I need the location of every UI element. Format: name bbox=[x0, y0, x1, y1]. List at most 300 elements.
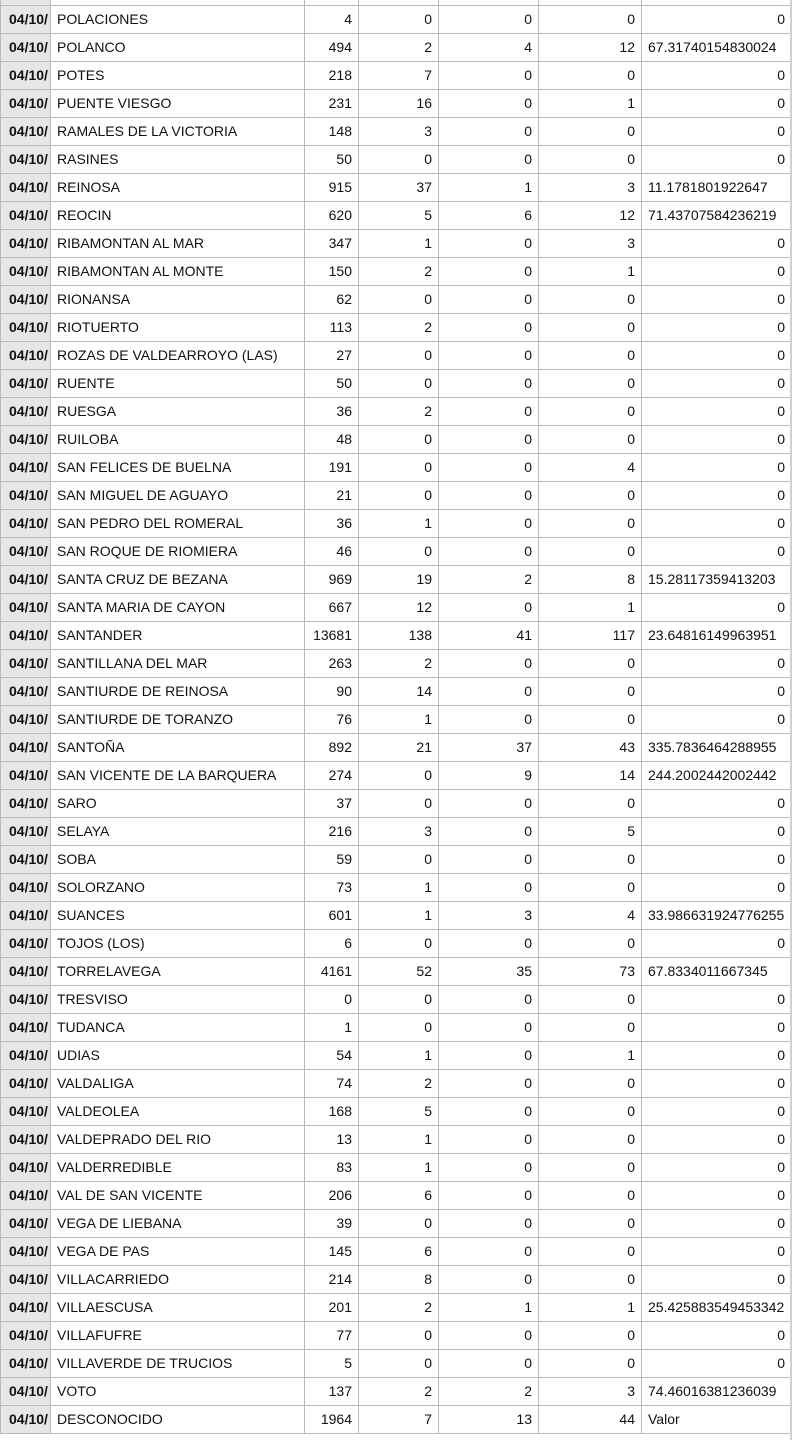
rate-cell[interactable]: 0 bbox=[642, 1098, 792, 1126]
count-cell-3[interactable]: 0 bbox=[439, 1210, 539, 1238]
count-cell-2[interactable]: 52 bbox=[359, 958, 439, 986]
count-cell-1[interactable]: 83 bbox=[305, 1154, 359, 1182]
date-cell[interactable]: 04/10/ bbox=[1, 930, 51, 958]
count-cell-1[interactable]: 148 bbox=[305, 118, 359, 146]
count-cell-2[interactable]: 5 bbox=[359, 202, 439, 230]
count-cell-4[interactable]: 0 bbox=[539, 1210, 642, 1238]
count-cell-3[interactable]: 0 bbox=[439, 1042, 539, 1070]
date-cell[interactable]: 04/10/ bbox=[1, 1154, 51, 1182]
municipality-cell[interactable]: TORRELAVEGA bbox=[51, 958, 305, 986]
count-cell-1[interactable]: 62 bbox=[305, 286, 359, 314]
date-cell[interactable]: 04/10/ bbox=[1, 1098, 51, 1126]
municipality-cell[interactable]: SUANCES bbox=[51, 902, 305, 930]
count-cell-2[interactable]: 0 bbox=[359, 146, 439, 174]
municipality-cell[interactable]: DESCONOCIDO bbox=[51, 1406, 305, 1434]
municipality-cell[interactable]: RUENTE bbox=[51, 370, 305, 398]
municipality-cell[interactable]: VOTO bbox=[51, 1378, 305, 1406]
count-cell-1[interactable]: 145 bbox=[305, 1238, 359, 1266]
count-cell-4[interactable]: 0 bbox=[539, 286, 642, 314]
municipality-cell[interactable]: SANTIURDE DE REINOSA bbox=[51, 678, 305, 706]
rate-cell[interactable]: 0 bbox=[642, 510, 792, 538]
count-cell-2[interactable]: 2 bbox=[359, 398, 439, 426]
count-cell-1[interactable]: 1 bbox=[305, 1014, 359, 1042]
rate-cell[interactable]: 15.28117359413203 bbox=[642, 566, 792, 594]
rate-cell[interactable]: 335.7836464288955 bbox=[642, 734, 792, 762]
count-cell-4[interactable]: 8 bbox=[539, 566, 642, 594]
date-cell[interactable]: 04/10/ bbox=[1, 1042, 51, 1070]
count-cell-2[interactable]: 12 bbox=[359, 594, 439, 622]
count-cell-3[interactable]: 0 bbox=[439, 62, 539, 90]
count-cell-4[interactable]: 0 bbox=[539, 1126, 642, 1154]
municipality-cell[interactable]: VILLAESCUSA bbox=[51, 1294, 305, 1322]
municipality-cell[interactable]: POLACIONES bbox=[51, 6, 305, 34]
rate-cell[interactable]: 0 bbox=[642, 370, 792, 398]
date-cell[interactable]: 04/10/ bbox=[1, 118, 51, 146]
count-cell-2[interactable]: 0 bbox=[359, 482, 439, 510]
rate-cell[interactable]: 11.1781801922647 bbox=[642, 174, 792, 202]
municipality-cell[interactable]: SANTANDER bbox=[51, 622, 305, 650]
count-cell-4[interactable]: 0 bbox=[539, 1098, 642, 1126]
date-cell[interactable]: 04/10/ bbox=[1, 762, 51, 790]
count-cell-4[interactable]: 43 bbox=[539, 734, 642, 762]
count-cell-3[interactable]: 3 bbox=[439, 902, 539, 930]
rate-cell[interactable]: 33.986631924776255 bbox=[642, 902, 792, 930]
municipality-cell[interactable]: RIBAMONTAN AL MONTE bbox=[51, 258, 305, 286]
date-cell[interactable]: 04/10/ bbox=[1, 846, 51, 874]
count-cell-1[interactable]: 27 bbox=[305, 342, 359, 370]
date-cell[interactable]: 04/10/ bbox=[1, 62, 51, 90]
count-cell-4[interactable]: 0 bbox=[539, 370, 642, 398]
count-cell-2[interactable]: 19 bbox=[359, 566, 439, 594]
count-cell-3[interactable]: 0 bbox=[439, 986, 539, 1014]
rate-cell[interactable]: 0 bbox=[642, 258, 792, 286]
count-cell-3[interactable]: 0 bbox=[439, 370, 539, 398]
count-cell-2[interactable]: 0 bbox=[359, 1350, 439, 1378]
count-cell-2[interactable]: 2 bbox=[359, 34, 439, 62]
count-cell-1[interactable]: 347 bbox=[305, 230, 359, 258]
date-cell[interactable]: 04/10/ bbox=[1, 706, 51, 734]
count-cell-1[interactable]: 1964 bbox=[305, 1406, 359, 1434]
count-cell-1[interactable]: 36 bbox=[305, 510, 359, 538]
count-cell-4[interactable]: 1 bbox=[539, 90, 642, 118]
count-cell-3[interactable]: 0 bbox=[439, 1014, 539, 1042]
municipality-cell[interactable]: UDIAS bbox=[51, 1042, 305, 1070]
rate-cell[interactable]: 0 bbox=[642, 1070, 792, 1098]
count-cell-2[interactable]: 1 bbox=[359, 1126, 439, 1154]
count-cell-1[interactable]: 77 bbox=[305, 1322, 359, 1350]
count-cell-3[interactable]: 0 bbox=[439, 1266, 539, 1294]
count-cell-1[interactable]: 59 bbox=[305, 846, 359, 874]
count-cell-1[interactable]: 37 bbox=[305, 790, 359, 818]
count-cell-2[interactable]: 16 bbox=[359, 90, 439, 118]
count-cell-2[interactable]: 1 bbox=[359, 1042, 439, 1070]
municipality-cell[interactable]: VEGA DE PAS bbox=[51, 1238, 305, 1266]
date-cell[interactable]: 04/10/ bbox=[1, 510, 51, 538]
count-cell-4[interactable]: 0 bbox=[539, 1070, 642, 1098]
count-cell-3[interactable]: 1 bbox=[439, 174, 539, 202]
rate-cell[interactable]: 25.425883549453342 bbox=[642, 1294, 792, 1322]
rate-cell[interactable]: 0 bbox=[642, 538, 792, 566]
rate-cell[interactable]: 0 bbox=[642, 650, 792, 678]
count-cell-4[interactable]: 0 bbox=[539, 146, 642, 174]
count-cell-3[interactable]: 0 bbox=[439, 1154, 539, 1182]
count-cell-4[interactable]: 117 bbox=[539, 622, 642, 650]
count-cell-1[interactable]: 6 bbox=[305, 930, 359, 958]
count-cell-3[interactable]: 41 bbox=[439, 622, 539, 650]
count-cell-3[interactable]: 0 bbox=[439, 230, 539, 258]
count-cell-2[interactable]: 14 bbox=[359, 678, 439, 706]
count-cell-1[interactable]: 4 bbox=[305, 6, 359, 34]
count-cell-3[interactable]: 0 bbox=[439, 258, 539, 286]
municipality-cell[interactable]: VEGA DE LIEBANA bbox=[51, 1210, 305, 1238]
municipality-cell[interactable]: VALDALIGA bbox=[51, 1070, 305, 1098]
count-cell-3[interactable]: 0 bbox=[439, 930, 539, 958]
count-cell-3[interactable]: 0 bbox=[439, 678, 539, 706]
count-cell-3[interactable]: 13 bbox=[439, 1406, 539, 1434]
date-cell[interactable]: 04/10/ bbox=[1, 986, 51, 1014]
count-cell-1[interactable]: 54 bbox=[305, 1042, 359, 1070]
count-cell-3[interactable]: 0 bbox=[439, 482, 539, 510]
count-cell-3[interactable]: 0 bbox=[439, 90, 539, 118]
count-cell-3[interactable]: 0 bbox=[439, 1070, 539, 1098]
date-cell[interactable]: 04/10/ bbox=[1, 1014, 51, 1042]
rate-cell[interactable]: 0 bbox=[642, 1126, 792, 1154]
date-cell[interactable]: 04/10/ bbox=[1, 230, 51, 258]
date-cell[interactable]: 04/10/ bbox=[1, 1238, 51, 1266]
count-cell-3[interactable]: 35 bbox=[439, 958, 539, 986]
count-cell-1[interactable]: 73 bbox=[305, 874, 359, 902]
municipality-cell[interactable]: TRESVISO bbox=[51, 986, 305, 1014]
count-cell-3[interactable]: 0 bbox=[439, 426, 539, 454]
count-cell-3[interactable]: 0 bbox=[439, 6, 539, 34]
rate-cell[interactable]: 67.8334011667345 bbox=[642, 958, 792, 986]
rate-cell[interactable]: 0 bbox=[642, 818, 792, 846]
count-cell-4[interactable]: 44 bbox=[539, 1406, 642, 1434]
count-cell-1[interactable]: 168 bbox=[305, 1098, 359, 1126]
municipality-cell[interactable]: REOCIN bbox=[51, 202, 305, 230]
municipality-cell[interactable]: RIOTUERTO bbox=[51, 314, 305, 342]
count-cell-3[interactable]: 0 bbox=[439, 286, 539, 314]
rate-cell[interactable]: 71.43707584236219 bbox=[642, 202, 792, 230]
count-cell-3[interactable]: 4 bbox=[439, 34, 539, 62]
date-cell[interactable]: 04/10/ bbox=[1, 902, 51, 930]
count-cell-2[interactable]: 0 bbox=[359, 286, 439, 314]
rate-cell[interactable]: 0 bbox=[642, 678, 792, 706]
count-cell-4[interactable]: 0 bbox=[539, 538, 642, 566]
count-cell-1[interactable]: 13681 bbox=[305, 622, 359, 650]
count-cell-1[interactable]: 191 bbox=[305, 454, 359, 482]
count-cell-2[interactable]: 6 bbox=[359, 1238, 439, 1266]
count-cell-4[interactable]: 0 bbox=[539, 426, 642, 454]
count-cell-2[interactable]: 1 bbox=[359, 230, 439, 258]
count-cell-4[interactable]: 14 bbox=[539, 762, 642, 790]
count-cell-4[interactable]: 0 bbox=[539, 482, 642, 510]
count-cell-2[interactable]: 37 bbox=[359, 174, 439, 202]
municipality-cell[interactable]: PUENTE VIESGO bbox=[51, 90, 305, 118]
count-cell-3[interactable]: 2 bbox=[439, 1378, 539, 1406]
count-cell-1[interactable]: 5 bbox=[305, 1350, 359, 1378]
municipality-cell[interactable]: VAL DE SAN VICENTE bbox=[51, 1182, 305, 1210]
rate-cell[interactable]: 0 bbox=[642, 146, 792, 174]
date-cell[interactable]: 04/10/ bbox=[1, 342, 51, 370]
count-cell-1[interactable]: 218 bbox=[305, 62, 359, 90]
municipality-cell[interactable]: ROZAS DE VALDEARROYO (LAS) bbox=[51, 342, 305, 370]
count-cell-1[interactable]: 620 bbox=[305, 202, 359, 230]
date-cell[interactable]: 04/10/ bbox=[1, 538, 51, 566]
municipality-cell[interactable]: VALDEOLEA bbox=[51, 1098, 305, 1126]
rate-cell[interactable]: 0 bbox=[642, 846, 792, 874]
count-cell-1[interactable]: 216 bbox=[305, 818, 359, 846]
municipality-cell[interactable]: POTES bbox=[51, 62, 305, 90]
date-cell[interactable]: 04/10/ bbox=[1, 594, 51, 622]
count-cell-1[interactable]: 48 bbox=[305, 426, 359, 454]
date-cell[interactable]: 04/10/ bbox=[1, 174, 51, 202]
count-cell-3[interactable]: 2 bbox=[439, 566, 539, 594]
count-cell-2[interactable]: 0 bbox=[359, 454, 439, 482]
rate-cell[interactable]: 0 bbox=[642, 1266, 792, 1294]
count-cell-4[interactable]: 0 bbox=[539, 1350, 642, 1378]
municipality-cell[interactable]: SAN PEDRO DEL ROMERAL bbox=[51, 510, 305, 538]
municipality-cell[interactable]: VILLAVERDE DE TRUCIOS bbox=[51, 1350, 305, 1378]
count-cell-2[interactable]: 0 bbox=[359, 1014, 439, 1042]
municipality-cell[interactable]: SAN MIGUEL DE AGUAYO bbox=[51, 482, 305, 510]
count-cell-2[interactable]: 2 bbox=[359, 314, 439, 342]
count-cell-1[interactable]: 50 bbox=[305, 146, 359, 174]
rate-cell[interactable]: 0 bbox=[642, 118, 792, 146]
date-cell[interactable]: 04/10/ bbox=[1, 426, 51, 454]
count-cell-3[interactable]: 0 bbox=[439, 1126, 539, 1154]
count-cell-3[interactable]: 0 bbox=[439, 342, 539, 370]
rate-cell[interactable]: Valor bbox=[642, 1406, 792, 1434]
date-cell[interactable]: 04/10/ bbox=[1, 1182, 51, 1210]
municipality-cell[interactable]: VILLACARRIEDO bbox=[51, 1266, 305, 1294]
municipality-cell[interactable]: SAN VICENTE DE LA BARQUERA bbox=[51, 762, 305, 790]
date-cell[interactable]: 04/10/ bbox=[1, 146, 51, 174]
count-cell-1[interactable]: 214 bbox=[305, 1266, 359, 1294]
rate-cell[interactable]: 0 bbox=[642, 1210, 792, 1238]
count-cell-2[interactable]: 0 bbox=[359, 6, 439, 34]
count-cell-3[interactable]: 0 bbox=[439, 594, 539, 622]
count-cell-4[interactable]: 1 bbox=[539, 594, 642, 622]
count-cell-2[interactable]: 2 bbox=[359, 1294, 439, 1322]
date-cell[interactable]: 04/10/ bbox=[1, 1350, 51, 1378]
count-cell-1[interactable]: 150 bbox=[305, 258, 359, 286]
count-cell-2[interactable]: 21 bbox=[359, 734, 439, 762]
count-cell-1[interactable]: 274 bbox=[305, 762, 359, 790]
date-cell[interactable]: 04/10/ bbox=[1, 454, 51, 482]
rate-cell[interactable]: 0 bbox=[642, 594, 792, 622]
count-cell-1[interactable]: 494 bbox=[305, 34, 359, 62]
count-cell-4[interactable]: 1 bbox=[539, 1042, 642, 1070]
count-cell-4[interactable]: 0 bbox=[539, 790, 642, 818]
count-cell-2[interactable]: 2 bbox=[359, 258, 439, 286]
count-cell-2[interactable]: 7 bbox=[359, 62, 439, 90]
municipality-cell[interactable]: SANTA MARIA DE CAYON bbox=[51, 594, 305, 622]
count-cell-1[interactable]: 206 bbox=[305, 1182, 359, 1210]
rate-cell[interactable]: 0 bbox=[642, 314, 792, 342]
count-cell-1[interactable]: 13 bbox=[305, 1126, 359, 1154]
count-cell-4[interactable]: 0 bbox=[539, 398, 642, 426]
date-cell[interactable]: 04/10/ bbox=[1, 1378, 51, 1406]
count-cell-3[interactable]: 0 bbox=[439, 1322, 539, 1350]
count-cell-3[interactable]: 0 bbox=[439, 874, 539, 902]
date-cell[interactable]: 04/10/ bbox=[1, 734, 51, 762]
count-cell-2[interactable]: 0 bbox=[359, 538, 439, 566]
count-cell-4[interactable]: 0 bbox=[539, 1182, 642, 1210]
count-cell-2[interactable]: 0 bbox=[359, 986, 439, 1014]
count-cell-4[interactable]: 1 bbox=[539, 258, 642, 286]
rate-cell[interactable]: 23.64816149963951 bbox=[642, 622, 792, 650]
municipality-cell[interactable]: POLANCO bbox=[51, 34, 305, 62]
count-cell-4[interactable]: 0 bbox=[539, 1154, 642, 1182]
count-cell-2[interactable]: 3 bbox=[359, 818, 439, 846]
municipality-cell[interactable]: SAN ROQUE DE RIOMIERA bbox=[51, 538, 305, 566]
count-cell-1[interactable]: 90 bbox=[305, 678, 359, 706]
date-cell[interactable]: 04/10/ bbox=[1, 258, 51, 286]
date-cell[interactable]: 04/10/ bbox=[1, 566, 51, 594]
municipality-cell[interactable]: SOLORZANO bbox=[51, 874, 305, 902]
count-cell-1[interactable]: 36 bbox=[305, 398, 359, 426]
count-cell-1[interactable]: 892 bbox=[305, 734, 359, 762]
count-cell-3[interactable]: 0 bbox=[439, 1182, 539, 1210]
rate-cell[interactable]: 0 bbox=[642, 482, 792, 510]
count-cell-3[interactable]: 0 bbox=[439, 650, 539, 678]
municipality-cell[interactable]: RIBAMONTAN AL MAR bbox=[51, 230, 305, 258]
count-cell-4[interactable]: 4 bbox=[539, 902, 642, 930]
rate-cell[interactable]: 0 bbox=[642, 398, 792, 426]
rate-cell[interactable]: 0 bbox=[642, 286, 792, 314]
date-cell[interactable]: 04/10/ bbox=[1, 398, 51, 426]
count-cell-2[interactable]: 0 bbox=[359, 1322, 439, 1350]
count-cell-4[interactable]: 0 bbox=[539, 1014, 642, 1042]
date-cell[interactable]: 04/10/ bbox=[1, 1406, 51, 1434]
rate-cell[interactable]: 0 bbox=[642, 426, 792, 454]
count-cell-4[interactable]: 3 bbox=[539, 1378, 642, 1406]
municipality-cell[interactable]: RUESGA bbox=[51, 398, 305, 426]
count-cell-1[interactable]: 915 bbox=[305, 174, 359, 202]
count-cell-2[interactable]: 3 bbox=[359, 118, 439, 146]
count-cell-3[interactable]: 6 bbox=[439, 202, 539, 230]
count-cell-3[interactable]: 1 bbox=[439, 1294, 539, 1322]
count-cell-2[interactable]: 0 bbox=[359, 762, 439, 790]
date-cell[interactable]: 04/10/ bbox=[1, 1322, 51, 1350]
count-cell-3[interactable]: 0 bbox=[439, 398, 539, 426]
count-cell-4[interactable]: 0 bbox=[539, 874, 642, 902]
count-cell-1[interactable]: 969 bbox=[305, 566, 359, 594]
count-cell-4[interactable]: 0 bbox=[539, 1322, 642, 1350]
count-cell-1[interactable]: 137 bbox=[305, 1378, 359, 1406]
count-cell-2[interactable]: 0 bbox=[359, 790, 439, 818]
date-cell[interactable]: 04/10/ bbox=[1, 958, 51, 986]
rate-cell[interactable]: 0 bbox=[642, 230, 792, 258]
date-cell[interactable]: 04/10/ bbox=[1, 678, 51, 706]
count-cell-4[interactable]: 0 bbox=[539, 1266, 642, 1294]
date-cell[interactable]: 04/10/ bbox=[1, 650, 51, 678]
rate-cell[interactable]: 0 bbox=[642, 706, 792, 734]
count-cell-4[interactable]: 0 bbox=[539, 930, 642, 958]
municipality-cell[interactable]: VALDEPRADO DEL RIO bbox=[51, 1126, 305, 1154]
municipality-cell[interactable]: TUDANCA bbox=[51, 1014, 305, 1042]
count-cell-2[interactable]: 1 bbox=[359, 706, 439, 734]
count-cell-3[interactable]: 0 bbox=[439, 1098, 539, 1126]
municipality-cell[interactable]: SANTIURDE DE TORANZO bbox=[51, 706, 305, 734]
rate-cell[interactable]: 0 bbox=[642, 1182, 792, 1210]
count-cell-4[interactable]: 0 bbox=[539, 314, 642, 342]
count-cell-1[interactable]: 39 bbox=[305, 1210, 359, 1238]
count-cell-4[interactable]: 0 bbox=[539, 510, 642, 538]
count-cell-4[interactable]: 3 bbox=[539, 230, 642, 258]
count-cell-2[interactable]: 0 bbox=[359, 930, 439, 958]
count-cell-2[interactable]: 5 bbox=[359, 1098, 439, 1126]
count-cell-4[interactable]: 12 bbox=[539, 202, 642, 230]
count-cell-4[interactable]: 0 bbox=[539, 62, 642, 90]
count-cell-1[interactable]: 4161 bbox=[305, 958, 359, 986]
municipality-cell[interactable]: SOBA bbox=[51, 846, 305, 874]
date-cell[interactable]: 04/10/ bbox=[1, 622, 51, 650]
count-cell-2[interactable]: 6 bbox=[359, 1182, 439, 1210]
rate-cell[interactable]: 0 bbox=[642, 6, 792, 34]
count-cell-2[interactable]: 1 bbox=[359, 1154, 439, 1182]
date-cell[interactable]: 04/10/ bbox=[1, 314, 51, 342]
rate-cell[interactable]: 0 bbox=[642, 1154, 792, 1182]
rate-cell[interactable]: 0 bbox=[642, 930, 792, 958]
count-cell-2[interactable]: 0 bbox=[359, 342, 439, 370]
count-cell-2[interactable]: 138 bbox=[359, 622, 439, 650]
municipality-cell[interactable]: SELAYA bbox=[51, 818, 305, 846]
count-cell-2[interactable]: 0 bbox=[359, 846, 439, 874]
count-cell-3[interactable]: 9 bbox=[439, 762, 539, 790]
count-cell-3[interactable]: 37 bbox=[439, 734, 539, 762]
municipality-cell[interactable]: TOJOS (LOS) bbox=[51, 930, 305, 958]
count-cell-4[interactable]: 0 bbox=[539, 846, 642, 874]
count-cell-2[interactable]: 2 bbox=[359, 1378, 439, 1406]
date-cell[interactable]: 04/10/ bbox=[1, 1126, 51, 1154]
count-cell-4[interactable]: 0 bbox=[539, 706, 642, 734]
count-cell-1[interactable]: 76 bbox=[305, 706, 359, 734]
date-cell[interactable]: 04/10/ bbox=[1, 370, 51, 398]
count-cell-2[interactable]: 0 bbox=[359, 426, 439, 454]
count-cell-2[interactable]: 7 bbox=[359, 1406, 439, 1434]
municipality-cell[interactable]: RIONANSA bbox=[51, 286, 305, 314]
count-cell-3[interactable]: 0 bbox=[439, 790, 539, 818]
count-cell-2[interactable]: 8 bbox=[359, 1266, 439, 1294]
count-cell-1[interactable]: 46 bbox=[305, 538, 359, 566]
rate-cell[interactable]: 0 bbox=[642, 1014, 792, 1042]
count-cell-4[interactable]: 0 bbox=[539, 118, 642, 146]
count-cell-3[interactable]: 0 bbox=[439, 454, 539, 482]
rate-cell[interactable]: 0 bbox=[642, 1322, 792, 1350]
count-cell-2[interactable]: 0 bbox=[359, 1210, 439, 1238]
municipality-cell[interactable]: VILLAFUFRE bbox=[51, 1322, 305, 1350]
rate-cell[interactable]: 0 bbox=[642, 62, 792, 90]
count-cell-2[interactable]: 1 bbox=[359, 510, 439, 538]
rate-cell[interactable]: 0 bbox=[642, 1350, 792, 1378]
date-cell[interactable]: 04/10/ bbox=[1, 90, 51, 118]
rate-cell[interactable]: 0 bbox=[642, 874, 792, 902]
count-cell-1[interactable]: 667 bbox=[305, 594, 359, 622]
count-cell-1[interactable]: 231 bbox=[305, 90, 359, 118]
rate-cell[interactable]: 74.46016381236039 bbox=[642, 1378, 792, 1406]
municipality-cell[interactable]: SANTOÑA bbox=[51, 734, 305, 762]
count-cell-1[interactable]: 50 bbox=[305, 370, 359, 398]
count-cell-4[interactable]: 4 bbox=[539, 454, 642, 482]
count-cell-2[interactable]: 1 bbox=[359, 902, 439, 930]
count-cell-2[interactable]: 1 bbox=[359, 874, 439, 902]
count-cell-4[interactable]: 0 bbox=[539, 1238, 642, 1266]
municipality-cell[interactable]: VALDERREDIBLE bbox=[51, 1154, 305, 1182]
municipality-cell[interactable]: SAN FELICES DE BUELNA bbox=[51, 454, 305, 482]
municipality-cell[interactable]: RAMALES DE LA VICTORIA bbox=[51, 118, 305, 146]
